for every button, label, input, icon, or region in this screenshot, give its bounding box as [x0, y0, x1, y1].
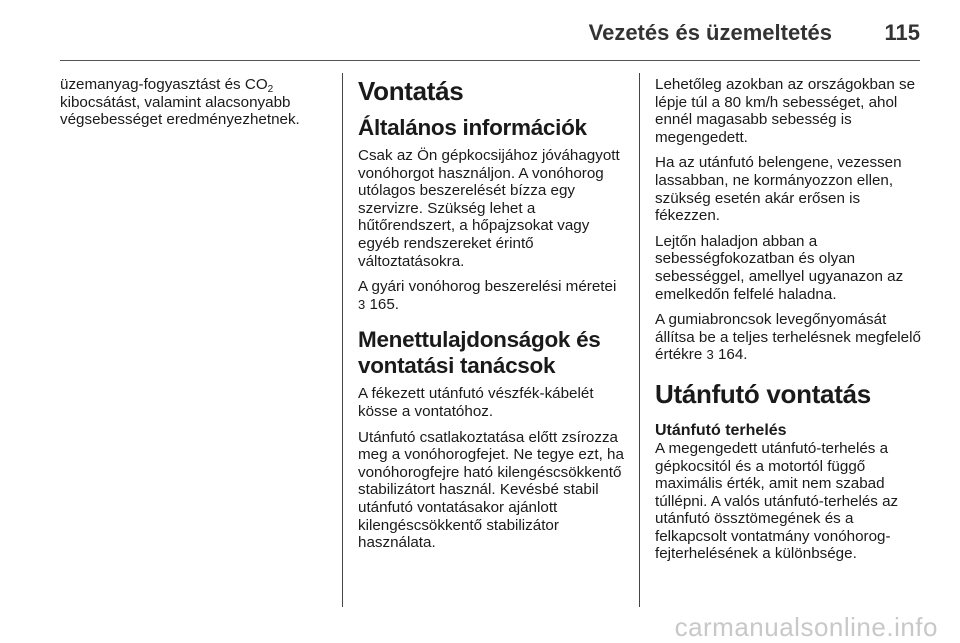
page-number: 115 — [884, 20, 920, 45]
paragraph: Utánfutó csatlakoztatása előtt zsírozza meg a vonóhorogfejet. Ne tegye ezt, ha vonóhorogfejre ható kilengéscsökkentő stabilizátort használ. Kevésbé stabil utánfutó vontatásakor ajánlott kilengéscsökkentő stabilizátor használata. — [358, 428, 624, 552]
column-left — [60, 76, 332, 137]
section-heading-trailer-towing: Utánfutó vontatás — [655, 378, 871, 409]
subheading-general-info: Általános információk — [358, 115, 587, 140]
paragraph: Lejtőn haladjon abban a sebességfokozatban és olyan sebességgel, amellyel ugyanazon az emelkedőn felfelé haladna. — [655, 232, 904, 303]
subheading-driving-tips: Menettulajdonságok és vontatási tanácsok — [358, 327, 601, 379]
column-middle — [358, 76, 626, 560]
paragraph: A fékezett utánfutó vészfék-kábelét kösse a vontatóhoz. — [358, 385, 594, 420]
paragraph: üzemanyag-fogyasztást és $CO_2$ kibocsátást, valamint alacsonyabb végsebességet eredményezhetnek. — [60, 76, 300, 129]
column-divider — [639, 73, 640, 607]
paragraph-tyre-pressure: A gumiabroncsok levegőnyomását állítsa be a teljes terhelésnek megfelelő értékre 3 164. — [655, 311, 921, 364]
paragraph: Lehetőleg azokban az országokban se lépje túl a 80 km/h sebességet, ahol ennél magasabb sebesség is megengedett. — [655, 76, 916, 146]
subheading-trailer-load: Utánfutó terhelés — [655, 421, 787, 439]
column-right — [655, 76, 927, 571]
section-heading-towing: Vontatás — [358, 76, 464, 106]
page-reference-icon: 3 — [706, 347, 714, 363]
paragraph: A megengedett utánfutó-terhelés a gépkocsitól és a motortól függő maximális érték, amit nem szabad túllépni. A valós utánfutó-terhelés az utánfutó össztömegének és a felkapcsolt vontatmány vonóhorog-fejterhelésének a különbsége. — [655, 439, 899, 563]
header-divider — [60, 60, 920, 61]
watermark: carmanualsonline.info — [674, 612, 938, 642]
page-header — [60, 14, 920, 54]
chapter-title: Vezetés és üzemeltetés — [588, 20, 832, 45]
column-divider — [342, 73, 343, 607]
page-reference-icon: 3 — [358, 296, 366, 312]
paragraph: Csak az Ön gépkocsijához jóváhagyott vonóhorgot használjon. A vonóhorog utólagos beszerelését bízza egy szervizre. Szükség lehet a hűtőrendszert, a hőpajzsokat vagy egyéb rendszereket érintő változtatásokra. — [358, 147, 620, 270]
paragraph: Ha az utánfutó belengene, vezessen lassabban, ne kormányozzon ellen, szükség esetén akár erősen is fékezzen. — [655, 154, 902, 225]
paragraph-dimensions: A gyári vonóhorog beszerelési méretei 3 165. — [358, 278, 617, 313]
